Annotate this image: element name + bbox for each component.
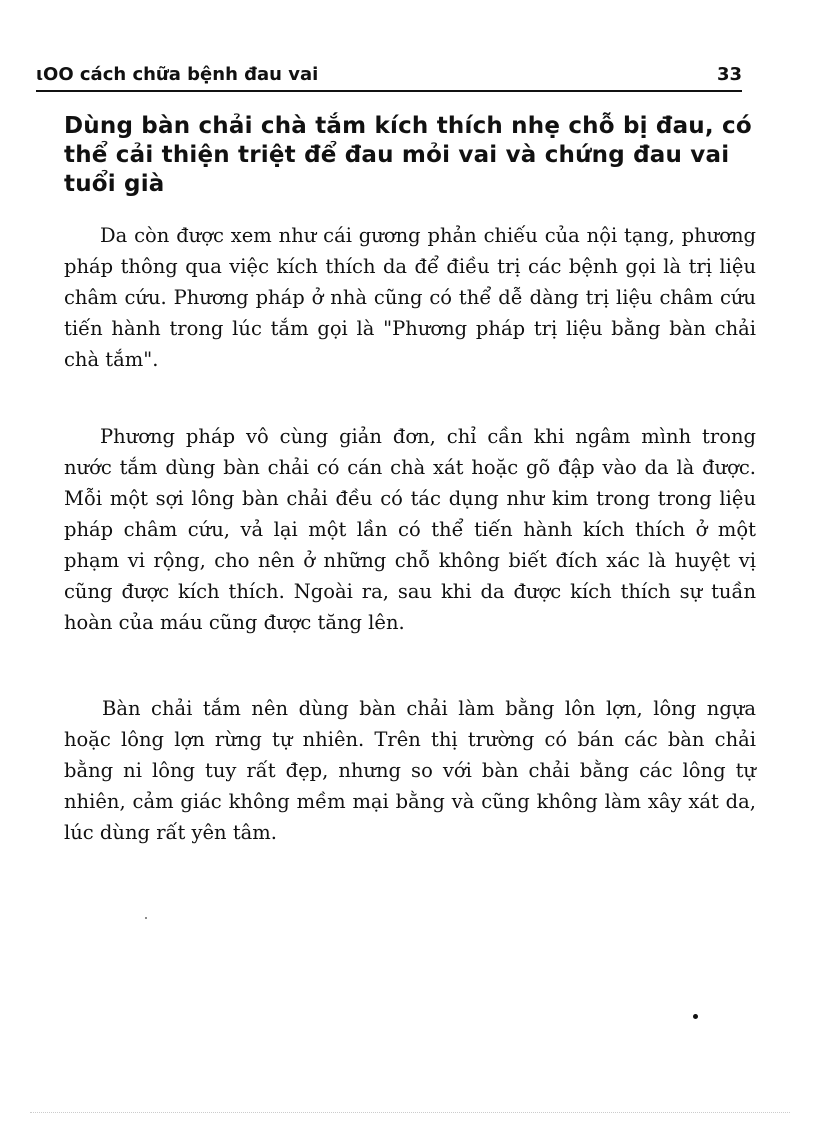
paragraph-2: Phương pháp vô cùng giản đơn, chỉ cần khi ngâm mình trong nước tắm dùng bàn chải có cán chà xát hoặc gõ đập vào da là được. Mỗi một sợi lông bàn chải đều có tác dụng như kim trong trong liệu pháp châm cứu, vả lại một lần có thể tiến hành kích thích ở một phạm vi rộng, cho nên ở những chỗ không biết đích xác là huyệt vị cũng được kích thích. Ngoài ra, sau khi da được kích thích sự tuần hoàn của máu cũng được tăng lên.: [64, 425, 756, 634]
paragraph-1: Da còn được xem như cái gương phản chiếu của nội tạng, phương pháp thông qua việc kích thích da để điều trị các bệnh gọi là trị liệu châm cứu. Phương pháp ở nhà cũng có thể dễ dàng trị liệu châm cứu tiến hành trong lúc tắm gọi là "Phương pháp trị liệu bằng bàn chải chà tắm".: [64, 224, 756, 371]
scan-speck: [693, 1014, 698, 1019]
page-number: 33: [716, 64, 742, 85]
paragraph-3: Bàn chải tắm nên dùng bàn chải làm bằng lôn lợn, lông ngựa hoặc lông lợn rừng tự nhiên. Trên thị trường có bán các bàn chải bằng ni lông tuy rất đẹp, nhưng so với bàn chải bằng các lông tự nhiên, cảm giác không mềm mại bằng và cũng không làm xây xát da, lúc dùng rất yên tâm.: [64, 697, 756, 844]
book-title: ιOO cách chữa bệnh đau vai: [36, 64, 319, 85]
running-header: [36, 62, 742, 92]
scan-speck: [145, 917, 147, 919]
chapter-heading: Dùng bàn chải chà tắm kích thích nhẹ chỗ bị đau, có thể cải thiện triệt để đau mỏi vai và chứng đau vai tuổi già: [64, 113, 752, 197]
scan-edge: [30, 1112, 790, 1113]
